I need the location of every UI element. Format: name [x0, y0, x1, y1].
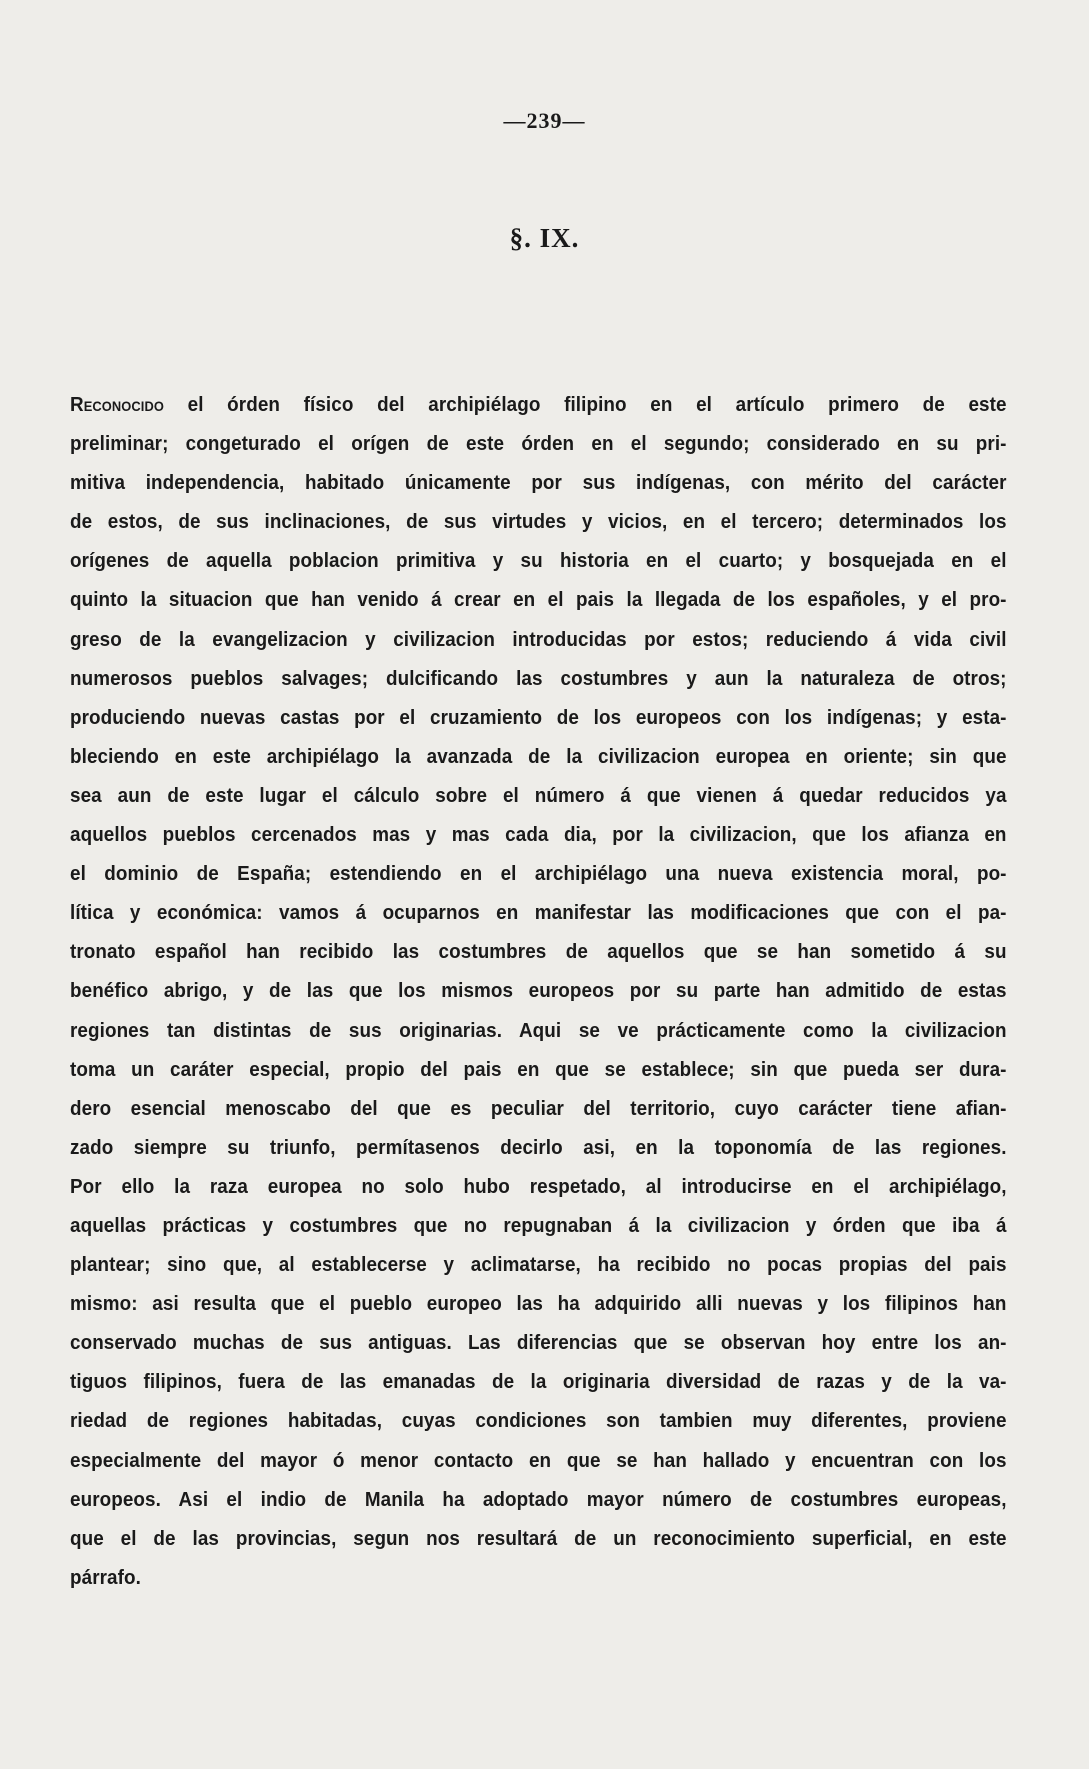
text-line: que el de las provincias, segun nos resultará de un reconocimiento superficial, en este — [70, 1526, 1007, 1550]
body-paragraph — [70, 385, 1007, 1597]
text-line: orígenes de aquella poblacion primitiva y su historia en el cuarto; y bosquejada en el — [70, 549, 1007, 573]
text-line: riedad de regiones habitadas, cuyas condiciones son tambien muy diferentes, proviene — [70, 1409, 1007, 1433]
text-line: toma un caráter especial, propio del pais en que se establece; sin que pueda ser dura- — [70, 1057, 1007, 1081]
text-line: párrafo. — [70, 1565, 141, 1589]
text-line: produciendo nuevas castas por el cruzamiento de los europeos con los indígenas; y esta- — [70, 705, 1007, 729]
text-line: regiones tan distintas de sus originarias. Aqui se ve prácticamente como la civilizacion — [70, 1018, 1007, 1042]
text-line: quinto la situacion que han venido á crear en el pais la llegada de los españoles, y el pro- — [70, 588, 1007, 612]
text-line: conservado muchas de sus antiguas. Las diferencias que se observan hoy entre los an- — [70, 1331, 1007, 1355]
text-line: dero esencial menoscabo del que es peculiar del territorio, cuyo carácter tiene afian- — [70, 1096, 1007, 1120]
text-line: preliminar; congeturado el orígen de este órden en el segundo; considerado en su pri- — [70, 432, 1007, 456]
text-line: el dominio de España; estendiendo en el archipiélago una nueva existencia moral, po- — [70, 862, 1007, 886]
section-heading: §. IX. — [509, 223, 580, 253]
text-line: sea aun de este lugar el cálculo sobre el número á que vienen á quedar reducidos ya — [70, 783, 1007, 807]
text-line: Por ello la raza europea no solo hubo respetado, al introducirse en el archipiélago, — [70, 1174, 1007, 1198]
text-line: lítica y económica: vamos á ocuparnos en manifestar las modificaciones que con el pa- — [70, 901, 1007, 925]
text-line: plantear; sino que, al establecerse y aclimatarse, ha recibido no pocas propias del pais — [70, 1253, 1007, 1277]
page-number: —239— — [503, 108, 586, 133]
text-line: benéfico abrigo, y de las que los mismos europeos por su parte han admitido de estas — [70, 979, 1007, 1003]
text-line: europeos. Asi el indio de Manila ha adoptado mayor número de costumbres europeas, — [70, 1487, 1007, 1511]
text-line: numerosos pueblos salvages; dulcificando las costumbres y aun la naturaleza de otros; — [70, 666, 1007, 690]
text-line: de estos, de sus inclinaciones, de sus virtudes y vicios, en el tercero; determinados los — [70, 510, 1007, 534]
text-line: greso de la evangelizacion y civilizacion introducidas por estos; reduciendo á vida civil — [70, 627, 1007, 651]
text-line: aquellas prácticas y costumbres que no repugnaban á la civilizacion y órden que iba á — [70, 1213, 1007, 1237]
text-line: mismo: asi resulta que el pueblo europeo las ha adquirido alli nuevas y los filipinos han — [70, 1292, 1007, 1316]
text-line: aquellos pueblos cercenados mas y mas cada dia, por la civilizacion, que los afianza en — [70, 823, 1007, 847]
text-line-content: el órden físico del archipiélago filipino en el artículo primero de este — [163, 393, 1007, 416]
text-line: especialmente del mayor ó menor contacto en que se han hallado y encuentran con los — [70, 1448, 1007, 1472]
text-line: zado siempre su triunfo, permítasenos decirlo asi, en la toponomía de las regiones. — [70, 1135, 1007, 1159]
text-line: tiguos filipinos, fuera de las emanadas de la originaria diversidad de razas y de la va- — [70, 1370, 1007, 1394]
text-line: tronato español han recibido las costumbres de aquellos que se han sometido á su — [70, 940, 1007, 964]
text-line: bleciendo en este archipiélago la avanzada de la civilizacion europea en oriente; sin que — [70, 744, 1007, 768]
text-line — [70, 385, 1007, 424]
text-line: mitiva independencia, habitado únicamente por sus indígenas, con mérito del carácter — [70, 471, 1007, 495]
lead-word: Reconocido — [70, 393, 164, 416]
